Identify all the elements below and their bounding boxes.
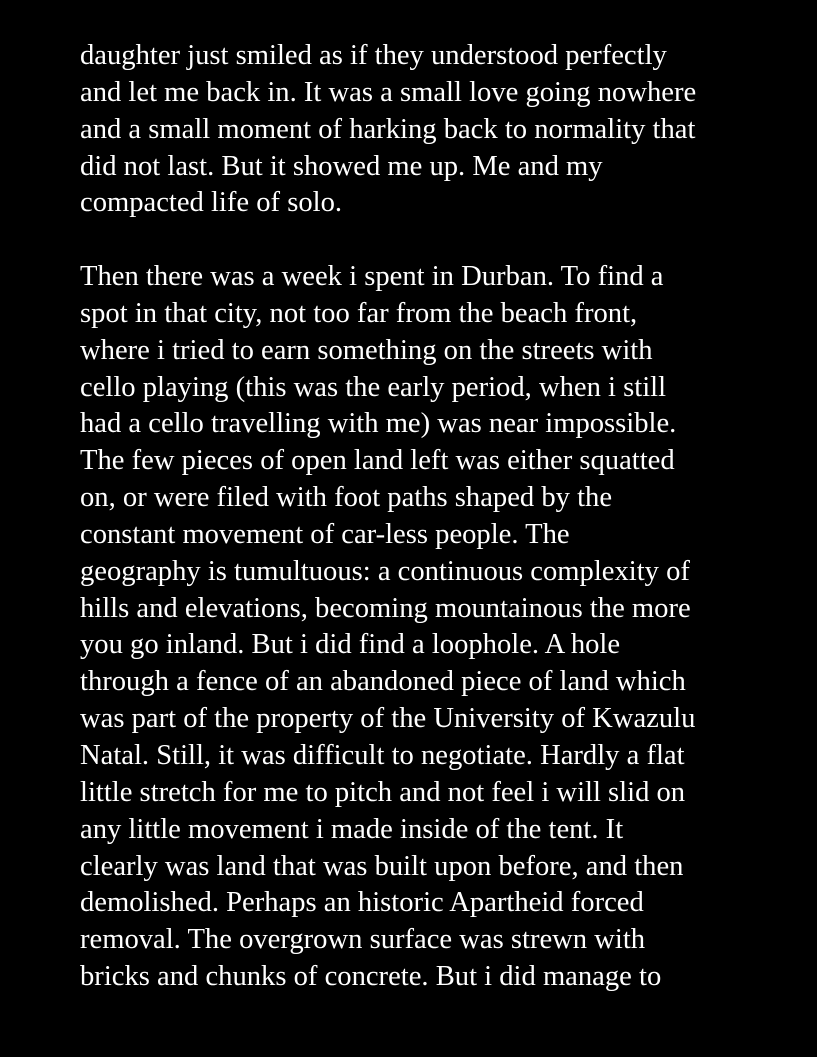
- text-line: Then there was a week i spent in Durban. To find a: [80, 261, 664, 292]
- text-line: spot in that city, not too far from the beach front,: [80, 297, 638, 329]
- paragraph-1: [80, 38, 800, 222]
- text-line: was part of the property of the University of Kwazulu: [80, 703, 696, 735]
- text-line: cello playing (this was the early period, when i still: [80, 371, 667, 403]
- text-line: demolished. Perhaps an historic Apartheid forced: [80, 887, 644, 919]
- text-line: on, or were filed with foot paths shaped by the: [80, 482, 613, 514]
- text-line: removal. The overgrown surface was strewn with: [80, 924, 646, 956]
- text-line: through a fence of an abandoned piece of land which: [80, 666, 686, 698]
- text-line: you go inland. But i did find a loophole. A hole: [80, 629, 621, 661]
- text-line: had a cello travelling with me) was near impossible.: [80, 408, 677, 440]
- text-line: little stretch for me to pitch and not feel i will slid on: [80, 776, 686, 808]
- text-line: Natal. Still, it was difficult to negotiate. Hardly a flat: [80, 739, 685, 771]
- text-line: daughter just smiled as if they understood perfectly: [80, 40, 667, 71]
- text-line: geography is tumultuous: a continuous complexity of: [80, 555, 690, 587]
- text-line: hills and elevations, becoming mountainous the more: [80, 592, 691, 624]
- text-line: any little movement i made inside of the tent. It: [80, 813, 624, 845]
- text-line: where i tried to earn something on the streets with: [80, 334, 653, 366]
- paragraph-2: [80, 259, 800, 996]
- text-line: constant movement of car-less people. The: [80, 518, 570, 550]
- text-line: bricks and chunks of concrete. But i did manage to: [80, 961, 662, 993]
- text-line: compacted life of solo.: [80, 187, 343, 219]
- text-line: clearly was land that was built upon before, and then: [80, 850, 684, 882]
- text-line: The few pieces of open land left was either squatted: [80, 445, 675, 477]
- text-line: and let me back in. It was a small love going nowhere: [80, 76, 697, 108]
- text-line: did not last. But it showed me up. Me and my: [80, 150, 603, 182]
- text-line: and a small moment of harking back to normality that: [80, 113, 696, 145]
